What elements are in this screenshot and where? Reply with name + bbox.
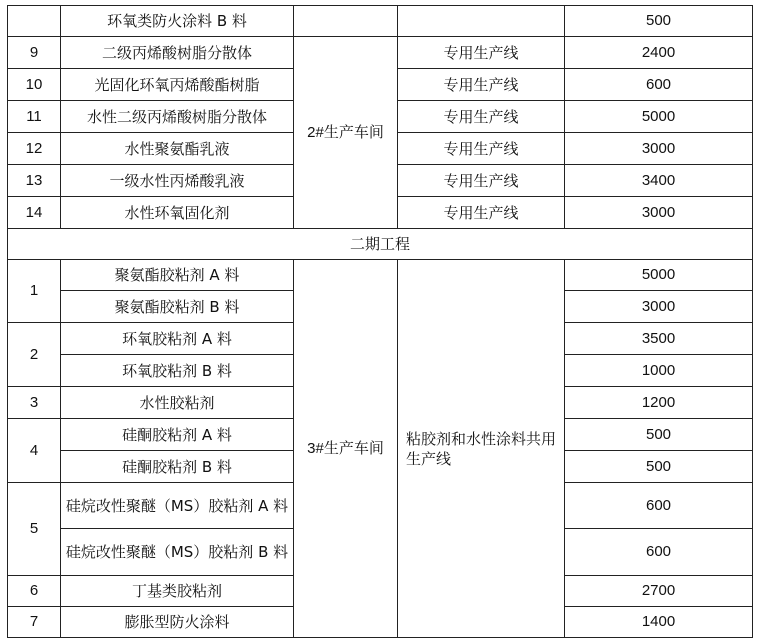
row-number: 4 — [8, 419, 61, 483]
row-number: 2 — [8, 323, 61, 387]
product-name: 硅酮胶粘剂 B 料 — [61, 451, 294, 483]
row-number: 13 — [8, 165, 61, 197]
row-number — [8, 6, 61, 37]
row-number: 5 — [8, 483, 61, 576]
product-name: 光固化环氧丙烯酸酯树脂 — [61, 69, 294, 101]
product-name: 聚氨酯胶粘剂 A 料 — [61, 260, 294, 291]
capacity: 500 — [565, 451, 753, 483]
row-number: 12 — [8, 133, 61, 165]
capacity: 3400 — [565, 165, 753, 197]
capacity: 1400 — [565, 607, 753, 638]
product-name: 水性二级丙烯酸树脂分散体 — [61, 101, 294, 133]
capacity: 3000 — [565, 291, 753, 323]
capacity: 2700 — [565, 576, 753, 607]
row-number: 11 — [8, 101, 61, 133]
capacity: 600 — [565, 69, 753, 101]
table-row — [8, 6, 753, 37]
capacity: 600 — [565, 483, 753, 529]
capacity: 500 — [565, 6, 753, 37]
row-number: 9 — [8, 37, 61, 69]
production-line: 专用生产线 — [398, 133, 565, 165]
row-number: 10 — [8, 69, 61, 101]
row-number: 6 — [8, 576, 61, 607]
product-name: 一级水性丙烯酸乳液 — [61, 165, 294, 197]
table-row — [8, 260, 753, 291]
product-name: 环氧类防火涂料 B 料 — [61, 6, 294, 37]
product-name: 水性胶粘剂 — [61, 387, 294, 419]
product-capacity-table — [7, 5, 753, 638]
capacity: 5000 — [565, 260, 753, 291]
capacity: 3000 — [565, 133, 753, 165]
product-name: 丁基类胶粘剂 — [61, 576, 294, 607]
product-name: 硅酮胶粘剂 A 料 — [61, 419, 294, 451]
row-number: 3 — [8, 387, 61, 419]
section-header-row — [8, 229, 753, 260]
capacity: 2400 — [565, 37, 753, 69]
product-name: 水性环氧固化剂 — [61, 197, 294, 229]
product-name: 膨胀型防火涂料 — [61, 607, 294, 638]
product-name: 环氧胶粘剂 B 料 — [61, 355, 294, 387]
product-name: 硅烷改性聚醚（MS）胶粘剂 A 料 — [61, 483, 294, 529]
production-line: 专用生产线 — [398, 37, 565, 69]
production-line: 专用生产线 — [398, 101, 565, 133]
capacity: 500 — [565, 419, 753, 451]
capacity: 3500 — [565, 323, 753, 355]
row-number: 7 — [8, 607, 61, 638]
production-line: 专用生产线 — [398, 197, 565, 229]
capacity: 600 — [565, 529, 753, 576]
row-number: 1 — [8, 260, 61, 323]
table-row — [8, 37, 753, 69]
workshop-cell — [294, 6, 398, 37]
shared-production-line: 粘胶剂和水性涂料共用生产线 — [398, 260, 565, 638]
production-line: 专用生产线 — [398, 165, 565, 197]
workshop-2: 2#生产车间 — [294, 37, 398, 229]
product-name: 环氧胶粘剂 A 料 — [61, 323, 294, 355]
production-line: 专用生产线 — [398, 69, 565, 101]
production-line — [398, 6, 565, 37]
product-name: 水性聚氨酯乳液 — [61, 133, 294, 165]
capacity: 5000 — [565, 101, 753, 133]
product-name: 二级丙烯酸树脂分散体 — [61, 37, 294, 69]
product-name: 聚氨酯胶粘剂 B 料 — [61, 291, 294, 323]
capacity: 1000 — [565, 355, 753, 387]
capacity: 1200 — [565, 387, 753, 419]
capacity: 3000 — [565, 197, 753, 229]
section-title: 二期工程 — [8, 229, 753, 260]
row-number: 14 — [8, 197, 61, 229]
workshop-3: 3#生产车间 — [294, 260, 398, 638]
product-name: 硅烷改性聚醚（MS）胶粘剂 B 料 — [61, 529, 294, 576]
